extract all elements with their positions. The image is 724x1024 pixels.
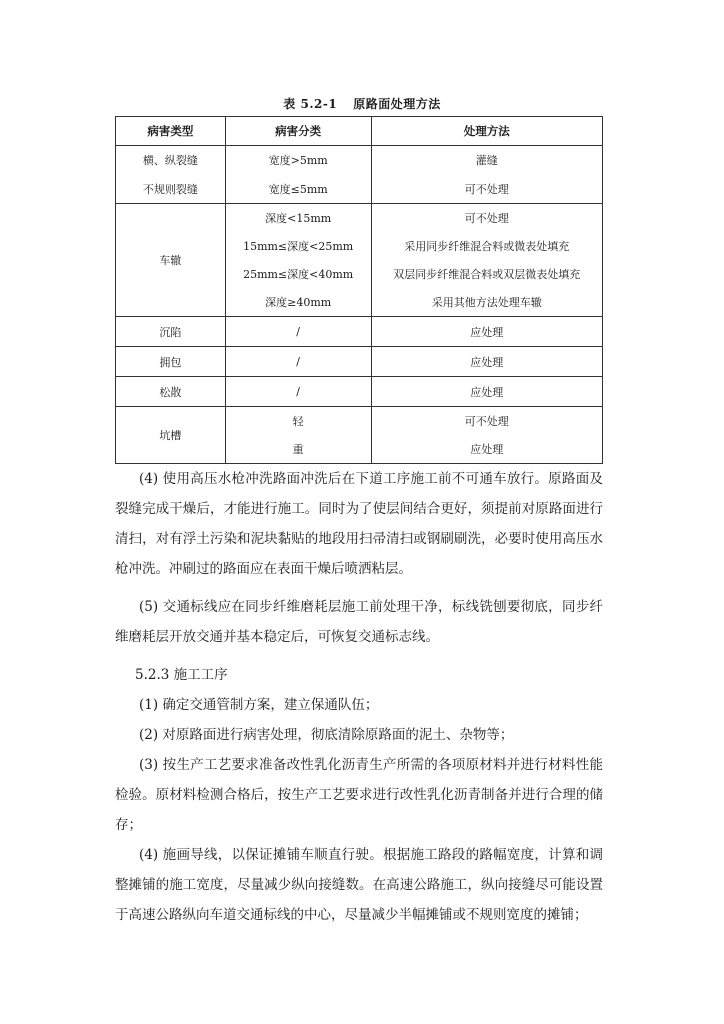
distress-type-cell: 拥包 — [116, 347, 226, 377]
table-row — [116, 317, 603, 347]
table-row — [116, 407, 603, 464]
treatment-cell: 应处理 — [371, 377, 602, 407]
distress-type-cell: 车辙 — [116, 204, 226, 317]
distress-class-line: 轻 — [292, 415, 304, 428]
table-number: 表 5.2-1 — [283, 97, 338, 111]
header-distress-type: 病害类型 — [116, 117, 226, 146]
distress-class-line: 重 — [292, 443, 304, 456]
treatment-line: 应处理 — [470, 443, 504, 456]
paragraph: (1) 确定交通管制方案，建立保通队伍； — [139, 697, 379, 713]
distress-class-line: 15mm≤深度<25mm — [243, 240, 354, 253]
distress-type-line: 不规则裂缝 — [142, 182, 198, 196]
table-row — [116, 146, 603, 204]
treatment-line: 采用其他方法处理车辙 — [431, 296, 542, 309]
distress-class-cell: / — [225, 347, 371, 377]
header-treatment: 处理方法 — [371, 117, 602, 146]
treatment-line: 双层同步纤维混合料或双层微表处填充 — [393, 268, 581, 281]
table-title: 原路面处理方法 — [353, 97, 441, 111]
treatment-table — [115, 116, 603, 464]
treatment-line: 可不处理 — [464, 212, 509, 225]
treatment-line: 灌缝 — [475, 154, 498, 168]
distress-class-cell: / — [225, 377, 371, 407]
table-caption — [0, 95, 724, 112]
distress-class-cell — [225, 204, 371, 317]
treatment-cell: 应处理 — [371, 347, 602, 377]
distress-type-cell: 坑槽 — [116, 407, 226, 464]
distress-class-line: 深度<15mm — [265, 212, 332, 225]
body-text — [115, 464, 603, 930]
distress-class-line: 宽度≤5mm — [268, 182, 328, 196]
paragraph: (3) 按生产工艺要求准备改性乳化沥青生产所需的各项原材料并进行材料性能检验。原材料检测合格后，按生产工艺要求进行改性乳化沥青制备并进行合理的储存； — [115, 757, 603, 833]
table-header-row — [116, 117, 603, 146]
distress-class-line: 宽度>5mm — [268, 154, 328, 168]
treatment-line: 可不处理 — [464, 182, 509, 196]
treatment-line: 可不处理 — [464, 415, 509, 428]
paragraph: (4) 施画导线，以保证摊铺车顺直行驶。根据施工路段的路幅宽度，计算和调整摊铺的施工宽度，尽量减少纵向接缝数。在高速公路施工，纵向接缝尽可能设置于高速公路纵向车道交通标线的中心，尽量减少半幅摊铺或不规则宽度的摊铺； — [115, 847, 603, 923]
distress-class-line: 25mm≤深度<40mm — [243, 268, 354, 281]
distress-class-cell — [225, 146, 371, 204]
section-heading: 5.2.3 施工工序 — [135, 667, 228, 683]
distress-type-cell: 沉陷 — [116, 317, 226, 347]
distress-class-cell — [225, 407, 371, 464]
paragraph: (2) 对原路面进行病害处理，彻底清除原路面的泥土、杂物等； — [139, 727, 514, 743]
distress-class-cell: / — [225, 317, 371, 347]
treatment-cell — [371, 146, 602, 204]
paragraph: (4) 使用高压水枪冲洗路面冲洗后在下道工序施工前不可通车放行。原路面及裂缝完成干燥后，才能进行施工。同时为了使层间结合更好，须提前对原路面进行清扫，对有浮土污染和泥块黏贴的地段用扫帚清扫或钢刷刷洗，必要时使用高压水枪冲洗。冲刷过的路面应在表面干燥后喷洒粘层。 — [115, 471, 603, 577]
treatment-cell: 应处理 — [371, 317, 602, 347]
paragraph: (5) 交通标线应在同步纤维磨耗层施工前处理干净，标线铣刨要彻底，同步纤维磨耗层开放交通并基本稳定后，可恢复交通标志线。 — [115, 599, 603, 645]
header-distress-class: 病害分类 — [225, 117, 371, 146]
table-row — [116, 204, 603, 317]
distress-type-cell: 松散 — [116, 377, 226, 407]
table-row — [116, 347, 603, 377]
treatment-line: 采用同步纤维混合料或微表处填充 — [404, 240, 570, 253]
treatment-cell — [371, 407, 602, 464]
distress-class-line: 深度≥40mm — [265, 296, 332, 309]
table-row — [116, 377, 603, 407]
distress-type-cell — [116, 146, 226, 204]
distress-type-line: 横、纵裂缝 — [142, 154, 198, 168]
treatment-cell — [371, 204, 602, 317]
